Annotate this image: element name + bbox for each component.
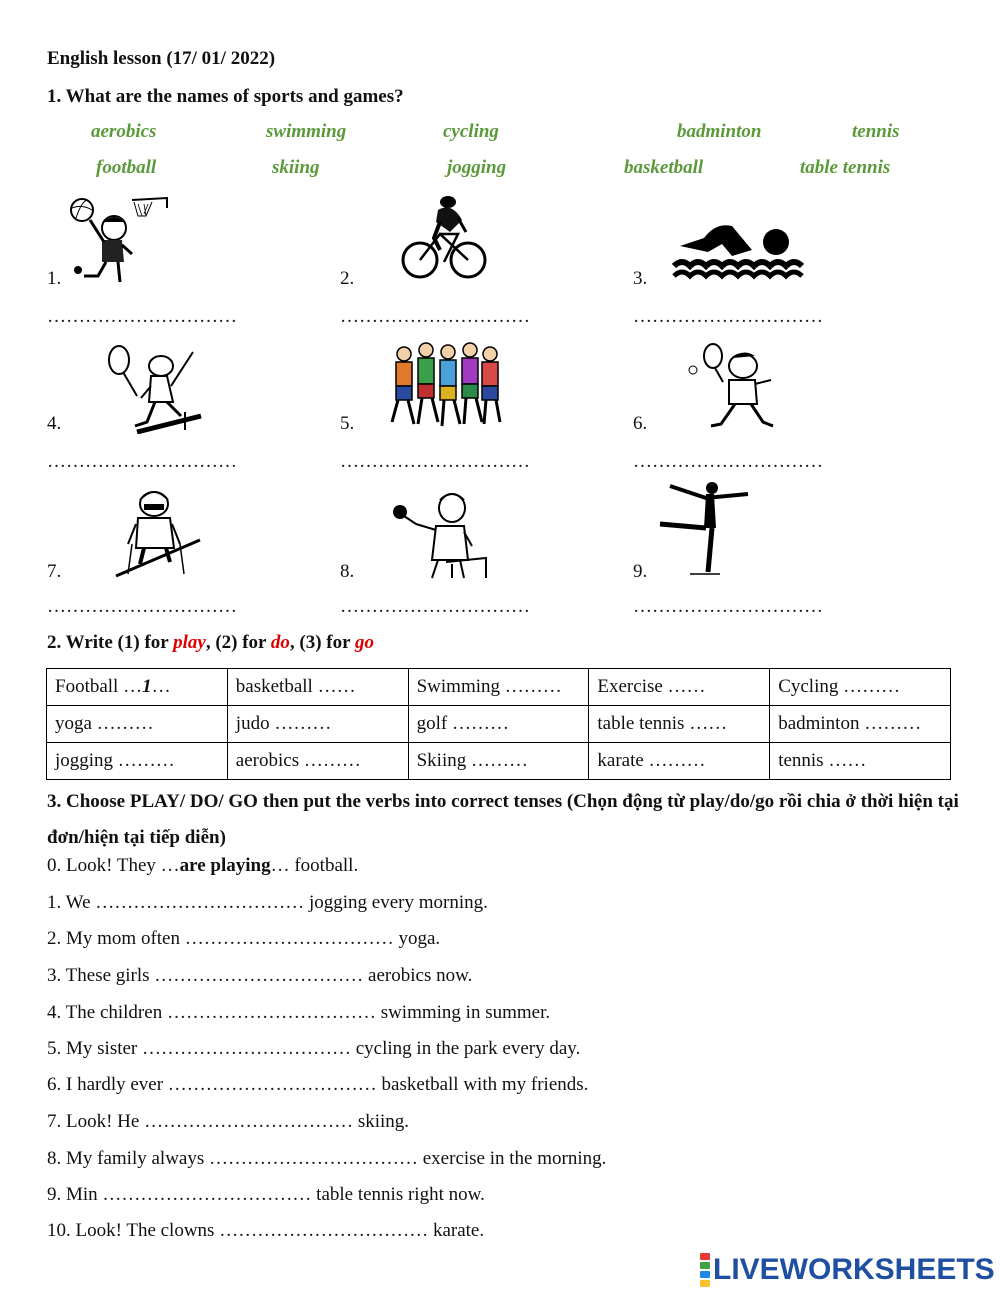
joggers-icon <box>388 340 503 436</box>
question-1-heading: 1. What are the names of sports and games? <box>47 86 404 107</box>
table-cell[interactable]: judo ……… <box>227 706 408 743</box>
item-number: 4. <box>47 413 62 434</box>
answer-blank[interactable]: ………………………… <box>340 306 530 327</box>
table-cell[interactable]: Skiing ……… <box>408 743 589 780</box>
item-number: 9. <box>633 561 648 582</box>
example-sentence: 0. Look! They …are playing… football. <box>47 855 359 876</box>
item-number: 3. <box>633 268 648 289</box>
table-row <box>47 706 951 743</box>
example-answer: are playing <box>179 855 271 876</box>
table-cell[interactable]: basketball …… <box>227 669 408 706</box>
aerobics-dancer-icon <box>650 480 755 584</box>
word-bank-item: aerobics <box>91 121 157 142</box>
logo-icon <box>700 1252 710 1288</box>
answer-blank[interactable]: ………………………… <box>633 451 823 472</box>
table-cell[interactable]: table tennis …… <box>589 706 770 743</box>
exercise-sentence[interactable]: 5. My sister …………………………… cycling in the park every day. <box>47 1038 581 1059</box>
item-number: 7. <box>47 561 62 582</box>
basketball-player-icon <box>62 190 172 291</box>
exercise-sentence[interactable]: 4. The children …………………………… swimming in summer. <box>47 1002 551 1023</box>
exercise-sentence[interactable]: 3. These girls …………………………… aerobics now. <box>47 965 473 986</box>
table-cell[interactable]: aerobics ……… <box>227 743 408 780</box>
answer-blank[interactable]: ………………………… <box>47 451 237 472</box>
liveworksheets-logo[interactable] <box>700 1253 995 1287</box>
tennis-player-icon <box>685 342 785 440</box>
word-bank-item: table tennis <box>800 157 891 178</box>
question-3-heading: 3. Choose PLAY/ DO/ GO then put the verbs into correct tenses (Chọn động từ play/do/go rồi chia ở thời hiện tại đơn/hiện tại tiếp diễn) <box>47 791 959 848</box>
badminton-player-icon <box>105 342 205 440</box>
exercise-sentence[interactable]: 2. My mom often …………………………… yoga. <box>47 928 441 949</box>
verb-table <box>46 668 951 780</box>
keyword-play: play <box>173 632 206 653</box>
exercise-sentence[interactable]: 6. I hardly ever …………………………… basketball with my friends. <box>47 1074 589 1095</box>
table-cell[interactable]: badminton ……… <box>770 706 951 743</box>
word-bank-item: football <box>96 157 157 178</box>
table-row <box>47 669 951 706</box>
exercise-sentence[interactable]: 8. My family always …………………………… exercise in the morning. <box>47 1148 607 1169</box>
keyword-do: do <box>270 632 290 653</box>
answer-blank[interactable]: ………………………… <box>47 306 237 327</box>
item-number: 8. <box>340 561 355 582</box>
answer-blank[interactable]: ………………………… <box>633 306 823 327</box>
table-cell[interactable]: yoga ……… <box>47 706 228 743</box>
word-bank-item: badminton <box>677 121 762 142</box>
exercise-sentence[interactable]: 10. Look! The clowns …………………………… karate. <box>47 1220 485 1241</box>
example-answer: 1 <box>142 676 152 697</box>
answer-blank[interactable]: ………………………… <box>340 596 530 617</box>
word-bank-item: swimming <box>266 121 347 142</box>
table-tennis-player-icon <box>392 488 487 586</box>
skier-icon <box>110 484 205 585</box>
question-2-heading: 2. Write (1) for play, (2) for do, (3) for go <box>47 632 374 653</box>
item-number: 6. <box>633 413 648 434</box>
answer-blank[interactable]: ………………………… <box>340 451 530 472</box>
word-bank-item: skiing <box>272 157 320 178</box>
word-bank-item: tennis <box>852 121 900 142</box>
keyword-go: go <box>354 632 374 653</box>
table-cell[interactable]: Cycling ……… <box>770 669 951 706</box>
swimmer-icon <box>672 216 807 287</box>
answer-blank[interactable]: ………………………… <box>633 596 823 617</box>
item-number: 5. <box>340 413 355 434</box>
word-bank-item: basketball <box>624 157 704 178</box>
answer-blank[interactable]: ………………………… <box>47 596 237 617</box>
table-cell[interactable]: golf ……… <box>408 706 589 743</box>
logo-text: LIVEWORKSHEETS <box>713 1253 995 1286</box>
item-number: 2. <box>340 268 355 289</box>
item-number: 1. <box>47 268 62 289</box>
table-cell[interactable]: Swimming ……… <box>408 669 589 706</box>
table-cell[interactable]: tennis …… <box>770 743 951 780</box>
page-title: English lesson (17/ 01/ 2022) <box>47 48 276 69</box>
table-cell[interactable]: Football …1… <box>47 669 228 706</box>
table-cell[interactable]: karate ……… <box>589 743 770 780</box>
exercise-sentence[interactable]: 7. Look! He …………………………… skiing. <box>47 1111 410 1132</box>
table-row <box>47 743 951 780</box>
word-bank-item: cycling <box>443 121 499 142</box>
word-bank-item: jogging <box>447 157 507 178</box>
table-cell[interactable]: jogging ……… <box>47 743 228 780</box>
cyclist-icon <box>400 192 490 293</box>
exercise-sentence[interactable]: 1. We …………………………… jogging every morning. <box>47 892 488 913</box>
exercise-sentence[interactable]: 9. Min …………………………… table tennis right now. <box>47 1184 485 1205</box>
table-cell[interactable]: Exercise …… <box>589 669 770 706</box>
